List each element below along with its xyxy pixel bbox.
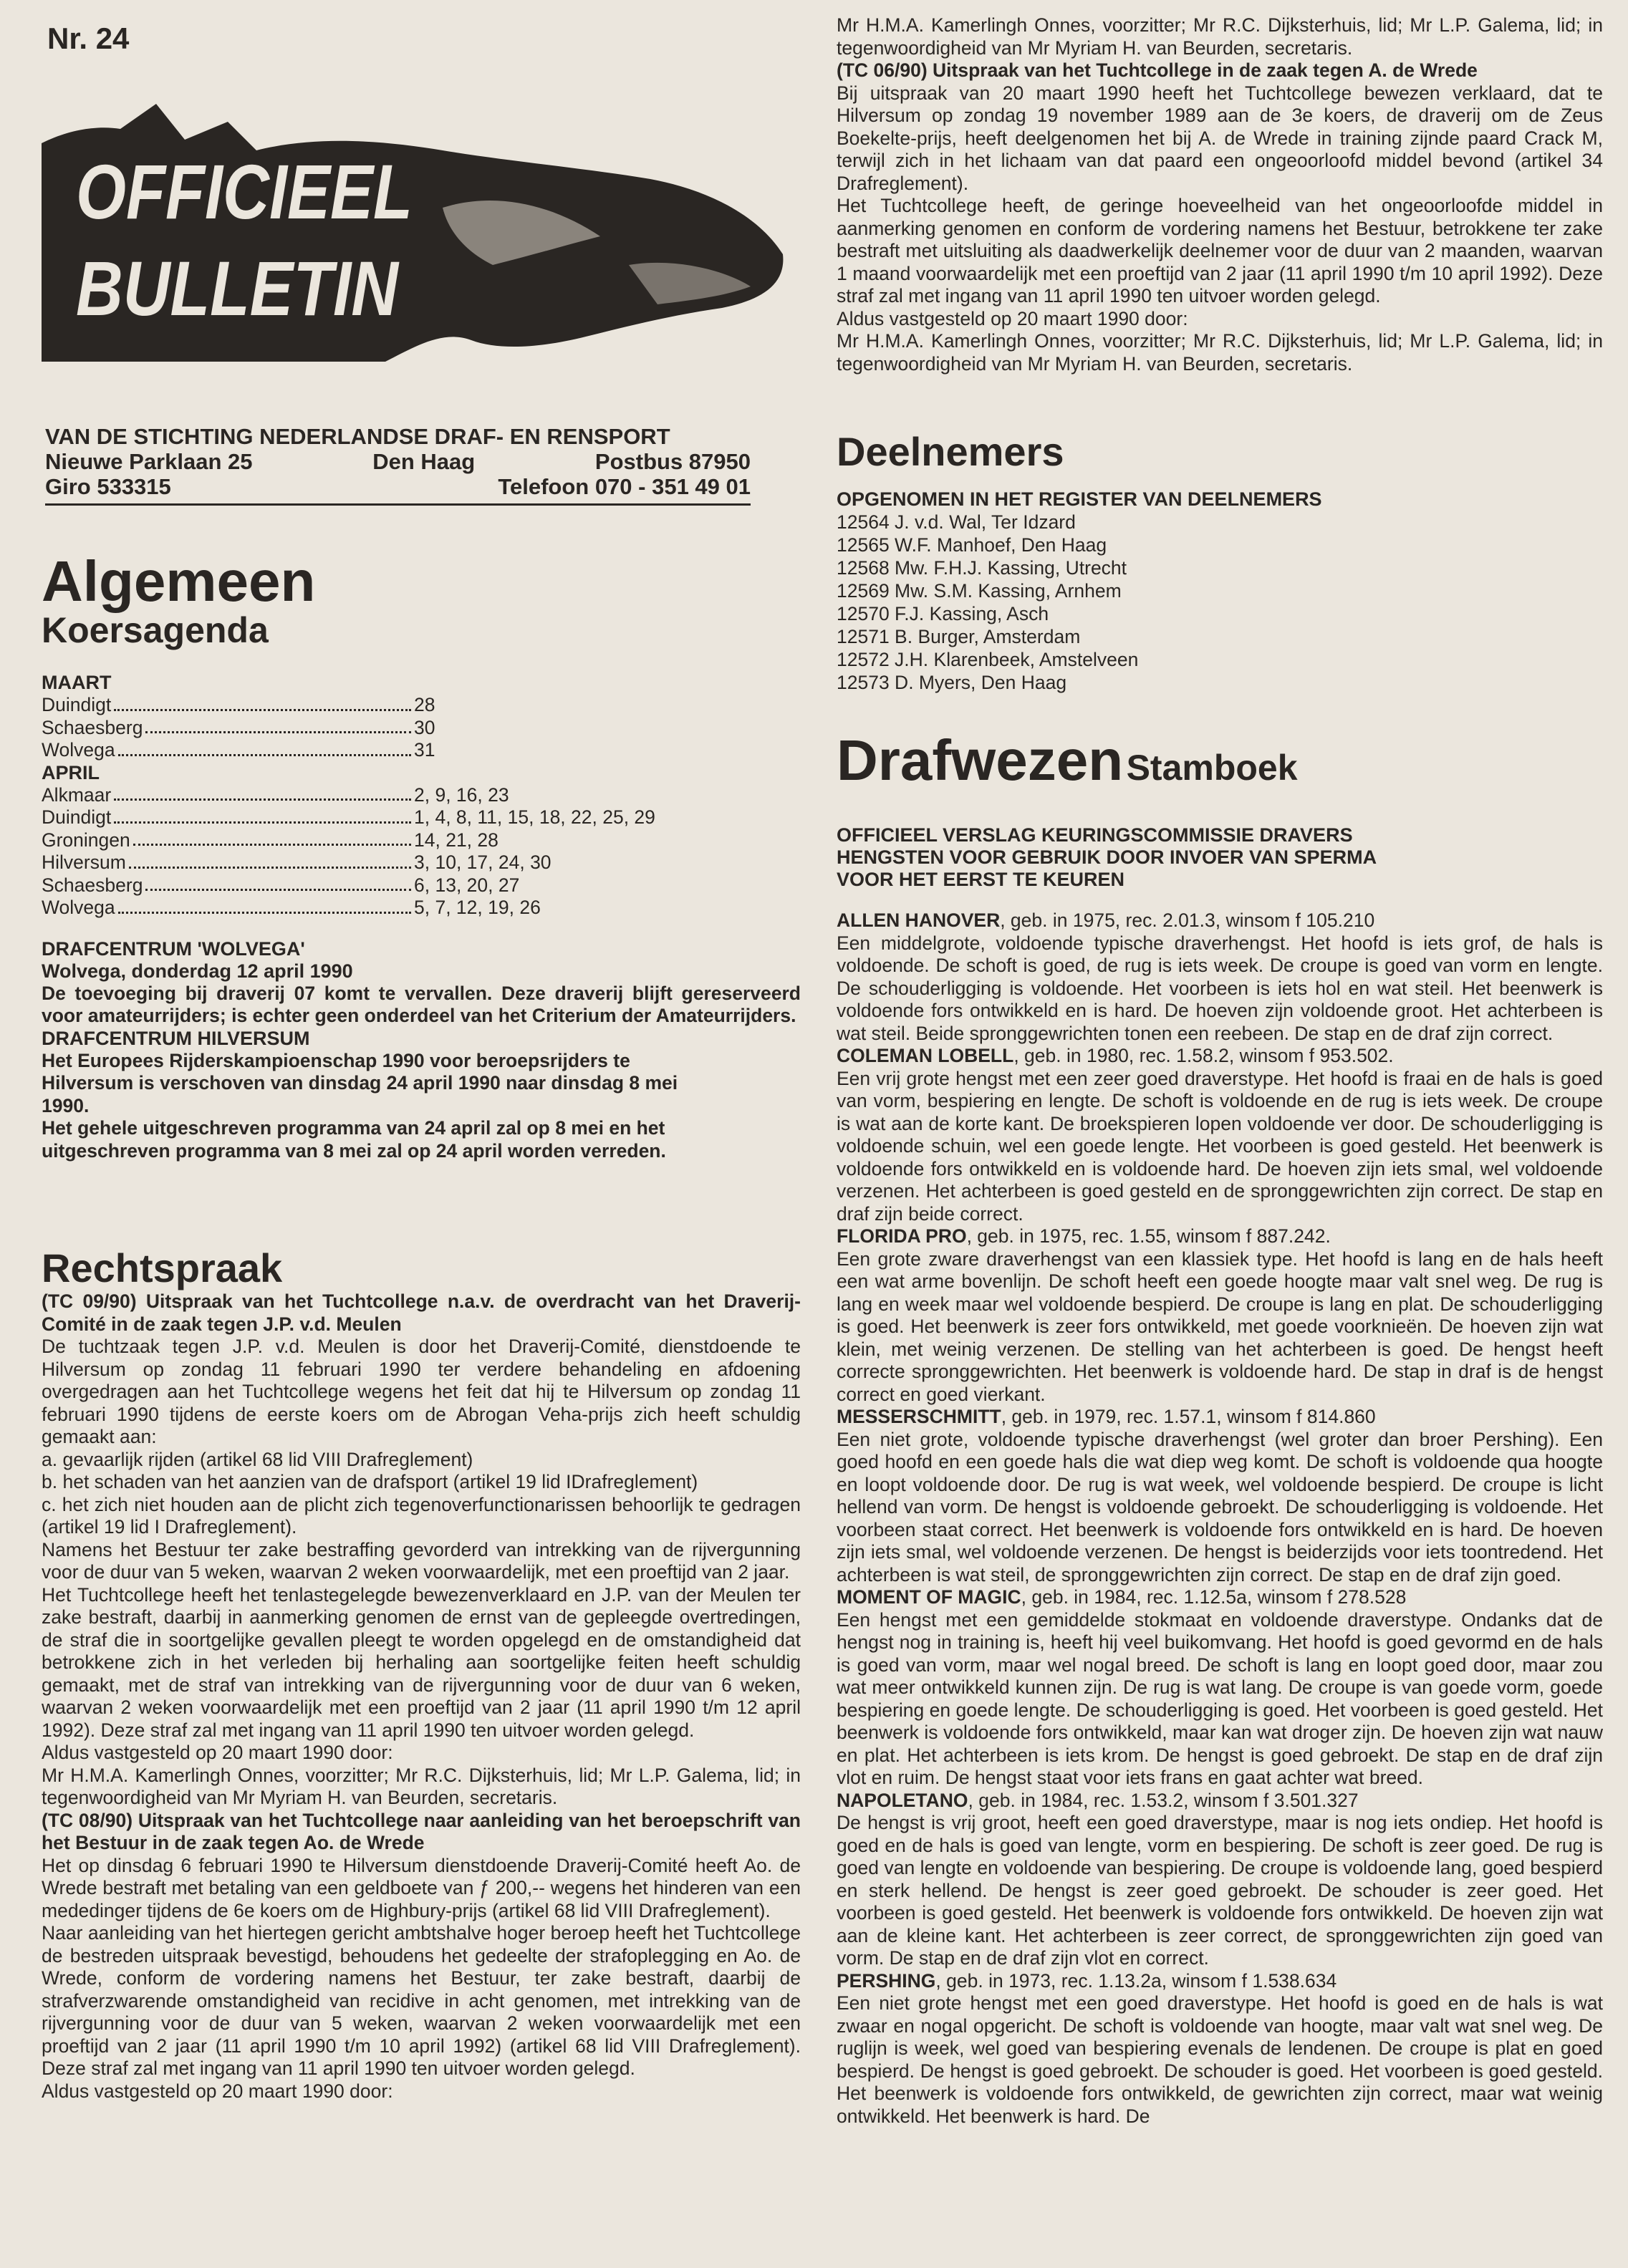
horse-info: , geb. in 1975, rec. 1.55, winsom f 887.242. — [966, 1225, 1331, 1247]
issue-number: Nr. 24 — [47, 21, 130, 55]
drafwezen-title: Drafwezen — [837, 728, 1124, 792]
hilversum-text-2: Het gehele uitgeschreven programma van 24 april zal op 8 mei en het uitgeschreven programma van 8 mei zal op 24 april worden verreden. — [42, 1117, 666, 1162]
case-heading: (TC 06/90) Uitspraak van het Tuchtcollege in de zaak tegen A. de Wrede — [837, 59, 1478, 81]
register-entry: 12573 D. Myers, Den Haag — [837, 672, 1067, 693]
wolvega-date: Wolvega, donderdag 12 april 1990 — [42, 960, 353, 982]
horse-info: , geb. in 1984, rec. 1.53.2, winsom f 3.501.327 — [968, 1789, 1359, 1811]
horse-description: Een middelgrote, voldoende typische draverhengst. Het hoofd is iets grof, de hals is voldoende. De schoft is goed, de rug is iets week. De croupe is goed van vorm en lengte. De schouderligging is voldoende. Het voorbeen is iets hol en wat steil. Het beenwerk is voldoende fors ontwikkeld en is hard. De hoeven zijn voldoende groot. Het achterbeen is wat steil. Beide spronggewrichten tonen een reebeen. De stap en de draf zijn correct. — [837, 932, 1603, 1044]
horse-name: ALLEN HANOVER — [837, 909, 1001, 931]
horse-name: PERSHING — [837, 1969, 936, 1992]
case-paragraph: De tuchtzaak tegen J.P. v.d. Meulen is door het Draverij-Comité, dienstdoende te Hilversum op zondag 11 februari 1990 ter verdere behandeling en afdoening overgedragen aan het Tuchtcollege wegens het feit dat hij te Hilversum op zondag 11 februari 1990 tijdens de eerste koers om de Abrogan Veha-prijs zich heeft schuldig gemaakt aan: — [42, 1336, 801, 1447]
month-label: MAART — [42, 672, 112, 693]
wolvega-heading: DRAFCENTRUM 'WOLVEGA' — [42, 937, 305, 960]
stamboek-subheading: OFFICIEEL VERSLAG KEURINGSCOMMISSIE DRAVERS HENGSTEN VOOR GEBRUIK DOOR INVOER VAN SPERMA VOOR HET EERST TE KEUREN — [837, 824, 1377, 890]
masthead-logo — [42, 100, 786, 365]
register-entry: 12570 F.J. Kassing, Asch — [837, 603, 1049, 624]
register-entry: 12572 J.H. Klarenbeek, Amstelveen — [837, 649, 1139, 670]
horse-info: , geb. in 1973, rec. 1.13.2a, winsom f 1.538.634 — [935, 1969, 1337, 1992]
horse-entry-header — [837, 1970, 1603, 1993]
horse-description: Een vrij grote hengst met een zeer goed draverstype. Het hoofd is fraai en de hals is goed van vorm, bespiering en lengte. De schoft is voldoende en de rug is iets week. De croupe is wat aan de korte kant. De broekspieren lopen voldoende ver door. De schouderligging is voldoende schuin, wel een goede lengte. Het voorbeen is goed gesteld. Het beenwerk is voldoende fors ontwikkeld en is voldoende hard. De hoeven zijn iets smal, wel voldoende verzenen. Het achterbeen is goed gesteld en de spronggewrichten zijn correct. De stap en draf zijn beide correct. — [837, 1067, 1603, 1225]
case-paragraph: Namens het Bestuur ter zake bestraffing gevorderd van intrekking van de rijvergunning voor de duur van 5 weken, waarvan 2 weken voorwaardelijk, met een proeftijd van 2 jaar. — [42, 1538, 801, 1583]
publisher-block — [45, 424, 751, 506]
case-heading: (TC 09/90) Uitspraak van het Tuchtcollege n.a.v. de overdracht van het Draverij-Comité in de zaak tegen J.P. v.d. Meulen — [42, 1290, 801, 1335]
koersagenda-title: Koersagenda — [42, 610, 269, 650]
case-paragraph: Bij uitspraak van 20 maart 1990 heeft het Tuchtcollege bewezen verklaard, dat te Hilversum op zondag 19 november 1989 aan de 3e koers, de draverij om de Zeus Boekelte-prijs, heeft deelgenomen het bij A. de Wrede in training zijnde paard Crack M, terwijl zich in het lichaam van dat paard een ongeoorloofd middel bevond (artikel 34 Drafreglement). — [837, 82, 1603, 194]
hilversum-text-1: Het Europees Rijderskampioenschap 1990 voor beroepsrijders te Hilversum is verschoven van dinsdag 24 april 1990 naar dinsdag 8 mei 1990. — [42, 1049, 678, 1116]
calendar-row: Wolvega 31 — [42, 739, 435, 761]
publisher-phone: Telefoon 070 - 351 49 01 — [498, 474, 751, 499]
case-item: a. gevaarlijk rijden (artikel 68 lid VIII Drafreglement) — [42, 1448, 473, 1470]
calendar-row: Schaesberg 30 — [42, 716, 435, 738]
horse-name: NAPOLETANO — [837, 1789, 968, 1811]
horse-entry-header — [837, 1790, 1603, 1813]
register-entry: 12565 W.F. Manhoef, Den Haag — [837, 534, 1107, 556]
case-signature: Mr H.M.A. Kamerlingh Onnes, voorzitter; Mr R.C. Dijksterhuis, lid; Mr L.P. Galema, lid; in tegenwoordigheid van Mr Myriam H. van Beurden, secretaris. — [837, 330, 1603, 375]
calendar-row: Alkmaar 2, 9, 16, 23 — [42, 783, 509, 806]
drafwezen-heading — [837, 730, 1603, 807]
horse-info: , geb. in 1975, rec. 2.01.3, winsom f 105.210 — [1000, 909, 1375, 931]
register-entry: 12568 Mw. F.H.J. Kassing, Utrecht — [837, 557, 1127, 579]
horse-entry-header — [837, 1586, 1603, 1609]
algemeen-section — [42, 551, 801, 1162]
rechtspraak-continued — [837, 14, 1603, 375]
masthead-title-line2: BULLETIN — [76, 245, 400, 332]
case-signature: Mr H.M.A. Kamerlingh Onnes, voorzitter; Mr R.C. Dijksterhuis, lid; Mr L.P. Galema, lid; in tegenwoordigheid van Mr Myriam H. van Beurden, secretaris. — [837, 14, 1603, 59]
wolvega-notice — [42, 938, 801, 1163]
rechtspraak-section — [42, 1246, 801, 2103]
publisher-postbus: Postbus 87950 — [594, 449, 751, 474]
horse-entry-header — [837, 1045, 1603, 1068]
horse-entry-header — [837, 909, 1603, 932]
case-signature: Aldus vastgesteld op 20 maart 1990 door: — [42, 2080, 393, 2102]
case-paragraph: Het Tuchtcollege heeft, de geringe hoeveelheid van het ongeoorloofde middel in aanmerking genomen en conform de vordering namens het Bestuur, betrokkene ter zake bestraft met uitsluiting als daadwerkelijk deelnemer voor de duur van 2 maanden, waarvan 1 maand voorwaardelijk met een proeftijd van 2 jaar (11 april 1990 t/m 10 april 1992). Deze straf zal met ingang van 11 april 1990 ten uitvoer worden gelegd. — [837, 195, 1603, 307]
case-signature: Aldus vastgesteld op 20 maart 1990 door: — [42, 1742, 393, 1763]
horse-list — [837, 909, 1603, 2128]
horse-info: , geb. in 1979, rec. 1.57.1, winsom f 814.860 — [1001, 1406, 1376, 1427]
horse-description: Een niet grote, voldoende typische draverhengst (wel groter dan broer Pershing). Een goed hoofd en een goede hals die wat diep weg komt. De schoft is voldoende qua hoogte en loopt voldoende door. De rug is wat week, wel voldoende bespierd. De croupe is licht hellend van vorm. De hengst is voldoende gebroekt. De schouderligging is voldoende. Het voorbeen staat correct. Het beenwerk is voldoende fors ontwikkeld en is hard. De hoeven zijn iets smal, wel voldoende verzenen. De hengst is beiderzijds voor iets toontredend. Het achterbeen is wat steil, de spronggewrichten zijn correct. De stap en de draf zijn goed. — [837, 1428, 1603, 1586]
calendar-row: Wolvega 5, 7, 12, 19, 26 — [42, 897, 541, 918]
horse-description: Een niet grote hengst met een goed draverstype. Het hoofd is goed en de hals is wat zwaar en nogal opgericht. De schoft is voldoende van hoogte, maar valt wat snel weg. De ruglijn is week, wel goed van bespiering evenals de lendenen. De croupe is plat en goed bespierd. De hengst is goed gebroekt. De schouder is goed. Het voorbeen is goed gesteld. Het beenwerk is voldoende fors ontwikkeld, de gewrichten zijn correct, maar wat weinig ontwikkeld. Het beenwerk is hard. De — [837, 1992, 1603, 2127]
calendar-row: Groningen 14, 21, 28 — [42, 829, 498, 851]
calendar-row: Duindigt 28 — [42, 694, 435, 715]
horse-info: , geb. in 1980, rec. 1.58.2, winsom f 953.502. — [1013, 1045, 1394, 1066]
calendar-row: Hilversum 3, 10, 17, 24, 30 — [42, 851, 552, 873]
register-entry: 12571 B. Burger, Amsterdam — [837, 626, 1081, 647]
deelnemers-subheading: OPGENOMEN IN HET REGISTER VAN DEELNEMERS — [837, 488, 1322, 510]
drafwezen-section — [837, 730, 1603, 2128]
horse-description: Een hengst met een gemiddelde stokmaat en voldoende draverstype. Ondanks dat de hengst nog in training is, heeft hij veel buikomvang. Het hoofd is goed gevormd en de hals is goed van vorm, maar wel nogal breed. De schoft is lang en loopt goed door, maar zou wat meer ontwikkeld kunnen zijn. De rug is wat lang. De croupe is van goede vorm, goede bespiering en goede lengte. De schouderligging is goed. Het voorbeen is goed gesteld. Het beenwerk is voldoende fors ontwikkeld, maar kan wat droger zijn. De hoeven zijn wat nauw en plat. Het achterbeen is iets krom. De hengst is goed gebroekt. De stap en de draf zijn vlot en ruim. De hengst staat voor iets frans en gaat achter wat breed. — [837, 1608, 1603, 1788]
publisher-name: VAN DE STICHTING NEDERLANDSE DRAF- EN RENSPORT — [45, 424, 670, 449]
horse-entry-header — [837, 1225, 1603, 1248]
horse-name: COLEMAN LOBELL — [837, 1045, 1014, 1066]
horse-description: De hengst is vrij groot, heeft een goed draverstype, maar is nog iets ondiep. Het hoofd is goed en de hals is goed van lengte, vorm en bespiering. De schoft is zeer goed. De rug is goed van lengte en voldoende van bespiering. De croupe is voldoende lang, goed bespierd en sterk hellend. De hengst is zeer goed gebroekt. De schouder is zeer goed. Het voorbeen is goed gesteld. Het beenwerk is voldoende fors ontwikkeld. De hoeven zijn wat aan de kleine kant. Het achterbeen is zeer correct, de spronggewrichten zijn goed van vorm. De stap en de draf zijn vlot en correct. — [837, 1812, 1603, 1969]
horse-description: Een grote zware draverhengst van een klassiek type. Het hoofd is lang en de hals heeft een wat arme bovenlijn. De schoft heeft een goede hoogte maar valt snel weg. De rug is lang en week maar wel voldoende bespierd. De croupe is lang en plat. De schouderligging is goed. Het beenwerk is zeer fors ontwikkeld, met goede voorknieën. De hoeven zijn wat klein, met weinig verzenen. De stelling van het achterbeen is goed. De hengst heeft correcte spronggewrichten. Het beenwerk is voldoende hard. De stap in draf is de hengst correct en goed vierkant. — [837, 1248, 1603, 1405]
case-signature: Aldus vastgesteld op 20 maart 1990 door: — [837, 307, 1188, 329]
publisher-divider — [45, 503, 751, 506]
case-paragraph: Het Tuchtcollege heeft het tenlastegelegde bewezenverklaard en J.P. van der Meulen ter zake bestraft, daarbij in aanmerking genomen de ernst van de gepleegde overtredingen, de straf die in soortgelijke gevallen pleegt te worden opgelegd en de omstandigheid dat betrokkene zich in het verleden bij herhaling aan soortgelijke feiten heeft schuldig gemaakt, met de straf van intrekking van de rijvergunning voor de duur van 6 weken, waarvan 2 weken voorwaardelijk met een proeftijd van 2 jaar (11 april 1990 t/m 12 april 1992). Deze straf zal met ingang van 11 april 1990 ten uitvoer worden gelegd. — [42, 1583, 801, 1741]
case-item: b. het schaden van het aanzien van de drafsport (artikel 19 lid IDrafreglement) — [42, 1471, 698, 1492]
publisher-address: Nieuwe Parklaan 25 — [45, 449, 253, 474]
case-item: c. het zich niet houden aan de plicht zich tegenoverfunctionarissen behoorlijk te gedragen (artikel 19 lid I Drafreglement). — [42, 1493, 801, 1538]
stamboek-title: Stamboek — [1126, 748, 1298, 788]
rechtspraak-title: Rechtspraak — [42, 1245, 283, 1290]
masthead-title-line1: OFFICIEEL — [76, 148, 413, 235]
publisher-giro: Giro 533315 — [45, 474, 171, 499]
register-entry: 12564 J. v.d. Wal, Ter Idzard — [837, 511, 1076, 533]
publisher-city: Den Haag — [372, 449, 476, 474]
hilversum-heading: DRAFCENTRUM HILVERSUM — [42, 1027, 310, 1049]
horse-name: MOMENT OF MAGIC — [837, 1586, 1021, 1608]
deelnemers-title: Deelnemers — [837, 429, 1064, 474]
case-paragraph: Het op dinsdag 6 februari 1990 te Hilversum dienstdoende Draverij-Comité heeft Ao. de Wrede bestraft met betaling van een geldboete van ƒ 200,-- wegens het hinderen van een mededinger tijdens de 6e koers om de Highbury-prijs (artikel 68 lid VIII Drafreglement). — [42, 1854, 801, 1921]
calendar-row: Duindigt 1, 4, 8, 11, 15, 18, 22, 25, 29 — [42, 806, 655, 828]
horse-entry-header — [837, 1406, 1603, 1429]
race-calendar — [42, 672, 801, 920]
deelnemers-section — [837, 430, 1603, 694]
horse-name: FLORIDA PRO — [837, 1225, 967, 1247]
wolvega-text: De toevoeging bij draverij 07 komt te vervallen. Deze draverij blijft gereserveerd voor amateurrijders; is echter geen onderdeel van het Criterium der Amateurrijders. — [42, 982, 801, 1026]
algemeen-title: Algemeen — [42, 549, 316, 613]
month-label: APRIL — [42, 761, 100, 783]
case-heading: (TC 08/90) Uitspraak van het Tuchtcollege naar aanleiding van het beroepschrift van het Bestuur in de zaak tegen Ao. de Wrede — [42, 1809, 801, 1853]
case-paragraph: Naar aanleiding van het hiertegen gericht ambtshalve hoger beroep heeft het Tuchtcollege de bestreden uitspraak bevestigd, behoudens het gedeelte der strafoplegging en Ao. de Wrede, conform de vordering namens het Bestuur, ter zake bestraft, daarbij de strafverzwarende omstandigheid van recidive in acht genomen, met intrekking van de rijvergunning voor de duur van 5 weken, waarvan 2 weken voorwaardelijk met een proeftijd van 2 jaar (11 april 1990 t/m 10 april 1992) (artikel 68 lid VIII Drafreglement). Deze straf zal met ingang van 11 april 1990 ten uitvoer worden gelegd. — [42, 1922, 801, 2079]
horse-name: MESSERSCHMITT — [837, 1406, 1001, 1427]
calendar-row: Schaesberg 6, 13, 20, 27 — [42, 874, 520, 896]
horse-info: , geb. in 1984, rec. 1.12.5a, winsom f 278.528 — [1021, 1586, 1407, 1608]
case-signature: Mr H.M.A. Kamerlingh Onnes, voorzitter; Mr R.C. Dijksterhuis, lid; Mr L.P. Galema, lid; in tegenwoordigheid van Mr Myriam H. van Beurden, secretaris. — [42, 1764, 801, 1808]
register-entry: 12569 Mw. S.M. Kassing, Arnhem — [837, 580, 1122, 602]
